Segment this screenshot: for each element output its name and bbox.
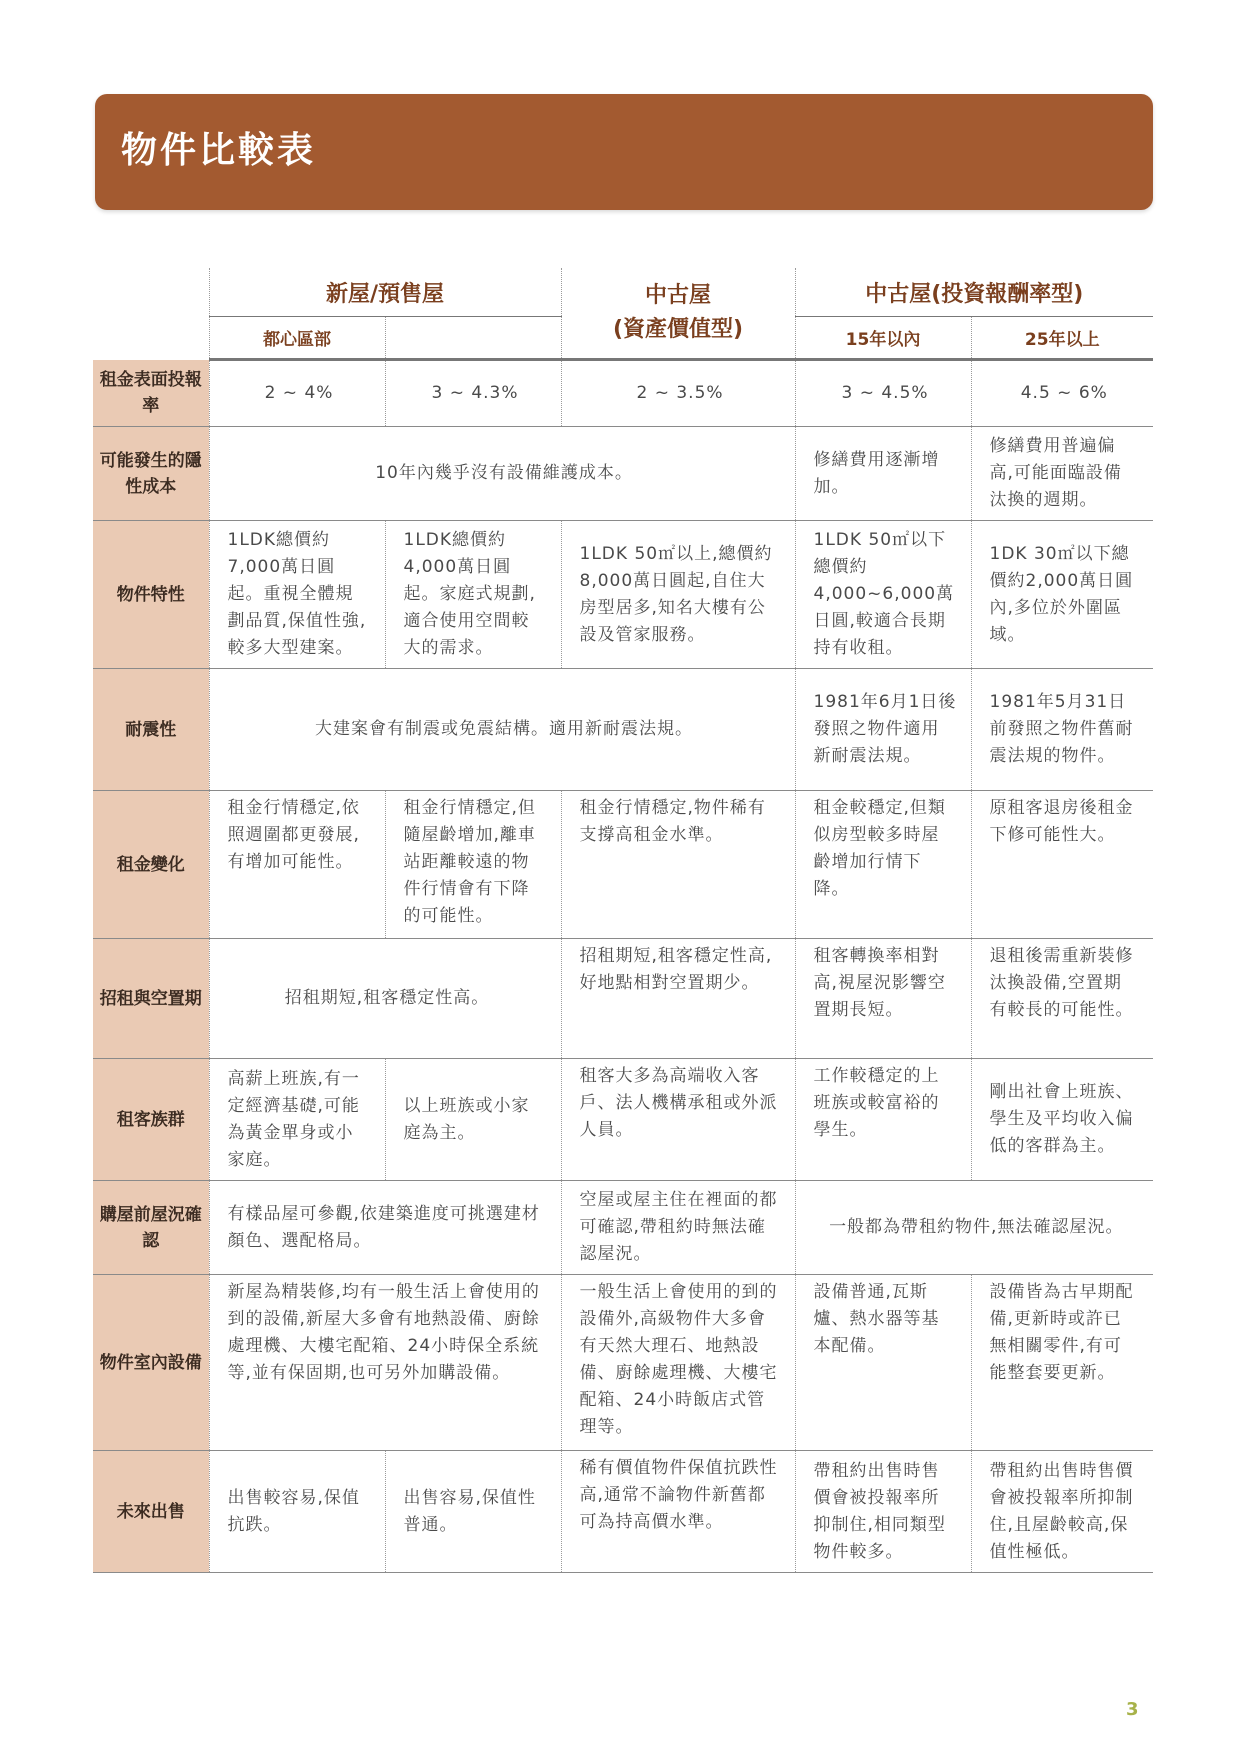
header-used-invest-group: 中古屋(投資報酬率型) <box>795 268 1153 317</box>
header-sub-new-other <box>385 317 561 360</box>
cell-equipment-invest-15: 設備普通,瓦斯爐、熱水器等基本配備。 <box>795 1275 971 1451</box>
cell-resale-invest-25: 帶租約出售時售價會被投報率所抑制住,且屋齡較高,保值性極低。 <box>971 1451 1153 1573</box>
header-new-group: 新屋/預售屋 <box>209 268 561 317</box>
cell-features-used-asset: 1LDK 50㎡以上,總價約8,000萬日圓起,自住大房型居多,知名大樓有公設及管家服務。 <box>561 521 795 669</box>
row-label-hidden-cost: 可能發生的隱性成本 <box>93 427 209 521</box>
cell-tenants-used-asset: 租客大多為高端收入客戶、法人機構承租或外派人員。 <box>561 1059 795 1181</box>
cell-tenants-invest-25: 剛出社會上班族、學生及平均收入偏低的客群為主。 <box>971 1059 1153 1181</box>
cell-equipment-used-asset: 一般生活上會使用的到的設備外,高級物件大多會有天然大理石、地熱設備、廚餘處理機、大樓宅配箱、24小時飯店式管理等。 <box>561 1275 795 1451</box>
row-features <box>93 521 1153 669</box>
cell-inspection-used-asset: 空屋或屋主住在裡面的都可確認,帶租約時無法確認屋況。 <box>561 1181 795 1275</box>
cell-features-new-central: 1LDK總價約7,000萬日圓起。重視全體規劃品質,保值性強,較多大型建案。 <box>209 521 385 669</box>
cell-yield-new-central: 2 ~ 4% <box>209 360 385 427</box>
cell-inspection-invest: 一般都為帶租約物件,無法確認屋況。 <box>795 1181 1153 1275</box>
cell-features-invest-15: 1LDK 50㎡以下總價約4,000~6,000萬日圓,較適合長期持有收租。 <box>795 521 971 669</box>
row-vacancy <box>93 939 1153 1059</box>
cell-hidden-cost-new-and-asset: 10年內幾乎沒有設備維護成本。 <box>209 427 795 521</box>
cell-inspection-new: 有樣品屋可參觀,依建築進度可挑選建材顏色、選配格局。 <box>209 1181 561 1275</box>
cell-equipment-new: 新屋為精裝修,均有一般生活上會使用的到的設備,新屋大多會有地熱設備、廚餘處理機、大樓宅配箱、24小時保全系統等,並有保固期,也可另外加購設備。 <box>209 1275 561 1451</box>
cell-yield-invest-15: 3 ~ 4.5% <box>795 360 971 427</box>
page-title: 物件比較表 <box>121 130 317 171</box>
comparison-table <box>93 268 1153 1573</box>
page-number: 3 <box>1126 1699 1139 1720</box>
cell-hidden-cost-invest-15: 修繕費用逐漸增加。 <box>795 427 971 521</box>
row-label-resale: 未來出售 <box>93 1451 209 1573</box>
header-sub-invest-15: 15年以內 <box>795 317 971 360</box>
cell-rent-change-new-central: 租金行情穩定,依照週圍都更發展,有增加可能性。 <box>209 791 385 939</box>
row-label-equipment: 物件室內設備 <box>93 1275 209 1451</box>
cell-resale-new-central: 出售較容易,保值抗跌。 <box>209 1451 385 1573</box>
header-used-asset-line2: (資產價值型) <box>612 317 744 342</box>
row-label-tenants: 租客族群 <box>93 1059 209 1181</box>
header-sub-invest-25: 25年以上 <box>971 317 1153 360</box>
cell-seismic-invest-25: 1981年5月31日前發照之物件舊耐震法規的物件。 <box>971 669 1153 791</box>
cell-tenants-new-other: 以上班族或小家庭為主。 <box>385 1059 561 1181</box>
cell-rent-change-invest-25: 原租客退房後租金下修可能性大。 <box>971 791 1153 939</box>
row-label-seismic: 耐震性 <box>93 669 209 791</box>
row-label-features: 物件特性 <box>93 521 209 669</box>
cell-resale-new-other: 出售容易,保值性普通。 <box>385 1451 561 1573</box>
header-used-asset-line1: 中古屋 <box>645 283 712 308</box>
cell-resale-used-asset: 稀有價值物件保值抗跌性高,通常不論物件新舊都可為持高價水準。 <box>561 1451 795 1573</box>
cell-tenants-new-central: 高薪上班族,有一定經濟基礎,可能為黃金單身或小家庭。 <box>209 1059 385 1181</box>
cell-vacancy-used-asset: 招租期短,租客穩定性高,好地點相對空置期少。 <box>561 939 795 1059</box>
cell-yield-new-other: 3 ~ 4.3% <box>385 360 561 427</box>
row-yield <box>93 360 1153 427</box>
cell-rent-change-used-asset: 租金行情穩定,物件稀有支撐高租金水準。 <box>561 791 795 939</box>
row-label-vacancy: 招租與空置期 <box>93 939 209 1059</box>
cell-yield-invest-25: 4.5 ~ 6% <box>971 360 1153 427</box>
cell-vacancy-new: 招租期短,租客穩定性高。 <box>209 939 561 1059</box>
row-label-inspection: 購屋前屋況確認 <box>93 1181 209 1275</box>
cell-tenants-invest-15: 工作較穩定的上班族或較富裕的學生。 <box>795 1059 971 1181</box>
header-sub-new-central: 都心區部 <box>209 317 385 360</box>
title-banner <box>95 94 1153 210</box>
cell-features-new-other: 1LDK總價約4,000萬日圓起。家庭式規劃,適合使用空間較大的需求。 <box>385 521 561 669</box>
cell-seismic-invest-15: 1981年6月1日後發照之物件適用新耐震法規。 <box>795 669 971 791</box>
row-label-rent-change: 租金變化 <box>93 791 209 939</box>
header-used-asset <box>561 268 795 360</box>
row-tenants <box>93 1059 1153 1181</box>
row-hidden-cost <box>93 427 1153 521</box>
header-row-groups <box>93 268 1153 317</box>
cell-vacancy-invest-15: 租客轉換率相對高,視屋況影響空置期長短。 <box>795 939 971 1059</box>
cell-resale-invest-15: 帶租約出售時售價會被投報率所抑制住,相同類型物件較多。 <box>795 1451 971 1573</box>
row-resale <box>93 1451 1153 1573</box>
cell-rent-change-new-other: 租金行情穩定,但隨屋齡增加,離車站距離較遠的物件行情會有下降的可能性。 <box>385 791 561 939</box>
cell-rent-change-invest-15: 租金較穩定,但類似房型較多時屋齡增加行情下降。 <box>795 791 971 939</box>
row-rent-change <box>93 791 1153 939</box>
row-equipment <box>93 1275 1153 1451</box>
cell-hidden-cost-invest-25: 修繕費用普遍偏高,可能面臨設備汰換的週期。 <box>971 427 1153 521</box>
cell-equipment-invest-25: 設備皆為古早期配備,更新時或許已無相關零件,有可能整套要更新。 <box>971 1275 1153 1451</box>
row-seismic <box>93 669 1153 791</box>
cell-vacancy-invest-25: 退租後需重新裝修汰換設備,空置期有較長的可能性。 <box>971 939 1153 1059</box>
cell-features-invest-25: 1DK 30㎡以下總價約2,000萬日圓內,多位於外圍區域。 <box>971 521 1153 669</box>
cell-yield-used-asset: 2 ~ 3.5% <box>561 360 795 427</box>
row-label-yield: 租金表面投報率 <box>93 360 209 427</box>
header-corner <box>93 268 209 360</box>
row-inspection <box>93 1181 1153 1275</box>
cell-seismic-new-and-asset: 大建案會有制震或免震結構。適用新耐震法規。 <box>209 669 795 791</box>
